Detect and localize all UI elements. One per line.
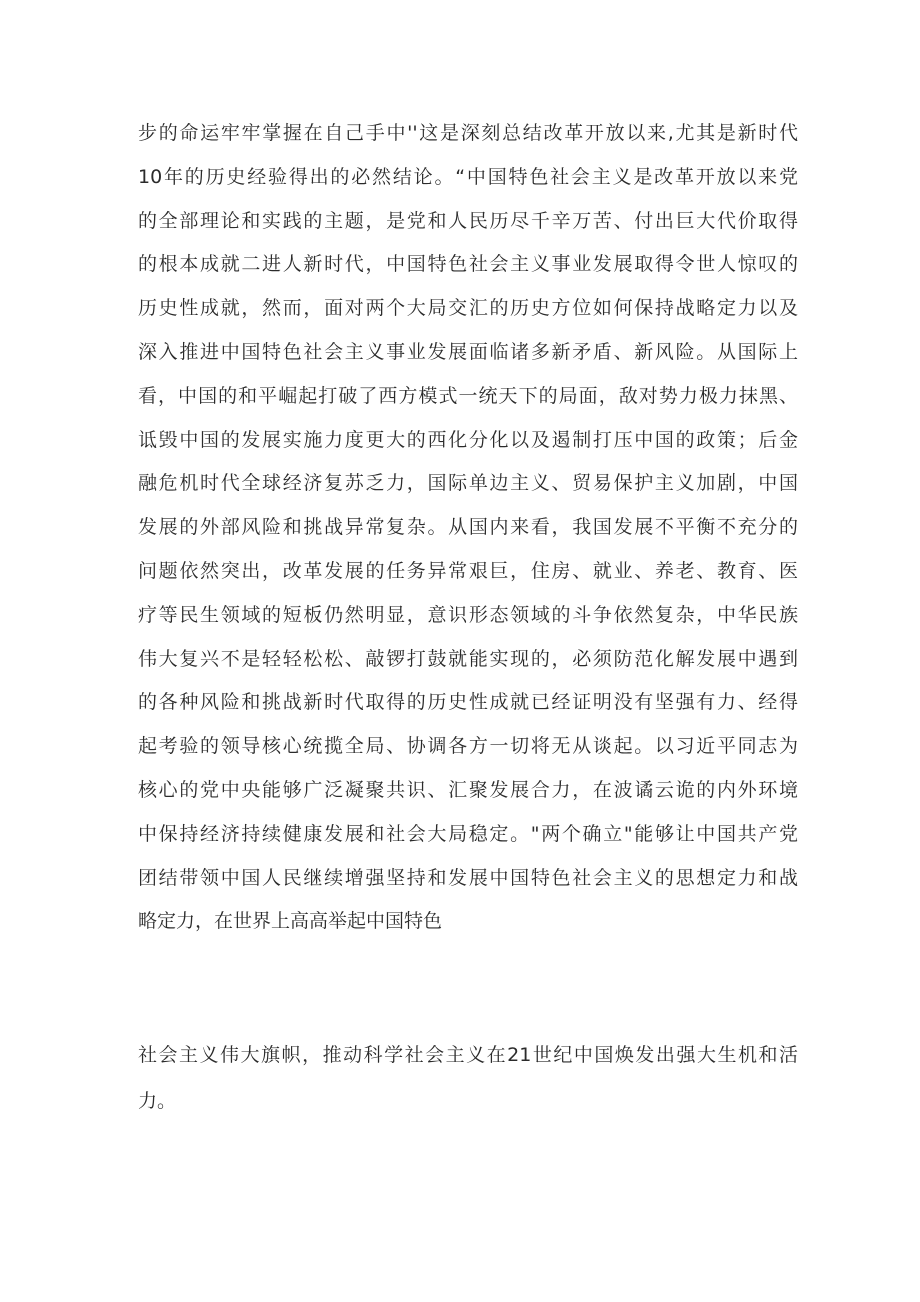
- text-line: 疗等民生领域的短板仍然明显，意识形态领域的斗争依然复杂，中华民族: [138, 603, 798, 626]
- text-line: 历史性成就，然而，面对两个大局交汇的历史方位如何保持战略定力以及: [138, 297, 798, 320]
- text-line: 问题依然突出，改革发展的任务异常艰巨，住房、就业、养老、教育、医: [138, 559, 798, 582]
- text-line: 起考验的领导核心统揽全局、协调各方一切将无从谈起。以习近平同志为: [138, 735, 798, 758]
- paragraph-continuation: [138, 1032, 798, 1124]
- paragraph-main: [138, 112, 798, 944]
- text-line: 的全部理论和实践的主题，是党和人民历尽千辛万苦、付出巨大代价取得: [138, 209, 798, 232]
- text-line: 看，中国的和平崛起打破了西方模式一统天下的局面，敌对势力极力抹黑、: [138, 384, 798, 407]
- text-line: 力。: [138, 1090, 177, 1112]
- text-line: 融危机时代全球经济复苏乏力，国际单边主义、贸易保护主义加剧，中国: [138, 472, 798, 495]
- text-line: 的根本成就二进人新时代，中国特色社会主义事业发展取得令世人惊叹的: [138, 253, 798, 276]
- text-line: 团结带领中国人民继续增强坚持和发展中国特色社会主义的思想定力和战: [138, 866, 798, 889]
- text-line: 中保持经济持续健康发展和社会大局稳定。"两个确立"能够让中国共产党: [138, 822, 798, 845]
- text-line: 略定力，在世界上高高举起中国特色: [138, 910, 443, 933]
- text-line: 核心的党中央能够广泛凝聚共识、汇聚发展合力，在波谲云诡的内外环境: [138, 778, 798, 801]
- text-line: 发展的外部风险和挑战异常复杂。从国内来看，我国发展不平衡不充分的: [138, 516, 798, 539]
- text-line: 诋毁中国的发展实施力度更大的西化分化以及遏制打压中国的政策；后金: [138, 428, 798, 451]
- text-line: 10年的历史经验得出的必然结论。“中国特色社会主义是改革开放以来党: [138, 165, 798, 188]
- text-line: 步的命运牢牢掌握在自己手中''这是深刻总结改革开放以来,尤其是新时代: [138, 122, 798, 144]
- text-line: 伟大复兴不是轻轻松松、敲锣打鼓就能实现的，必须防范化解发展中遇到: [138, 647, 798, 670]
- text-line: 的各种风险和挑战新时代取得的历史性成就已经证明没有坚强有力、经得: [138, 691, 798, 714]
- text-line: 深入推进中国特色社会主义事业发展面临诸多新矛盾、新风险。从国际上: [138, 340, 798, 363]
- text-line: 社会主义伟大旗帜，推动科学社会主义在21世纪中国焕发出强大生机和活: [138, 1044, 798, 1066]
